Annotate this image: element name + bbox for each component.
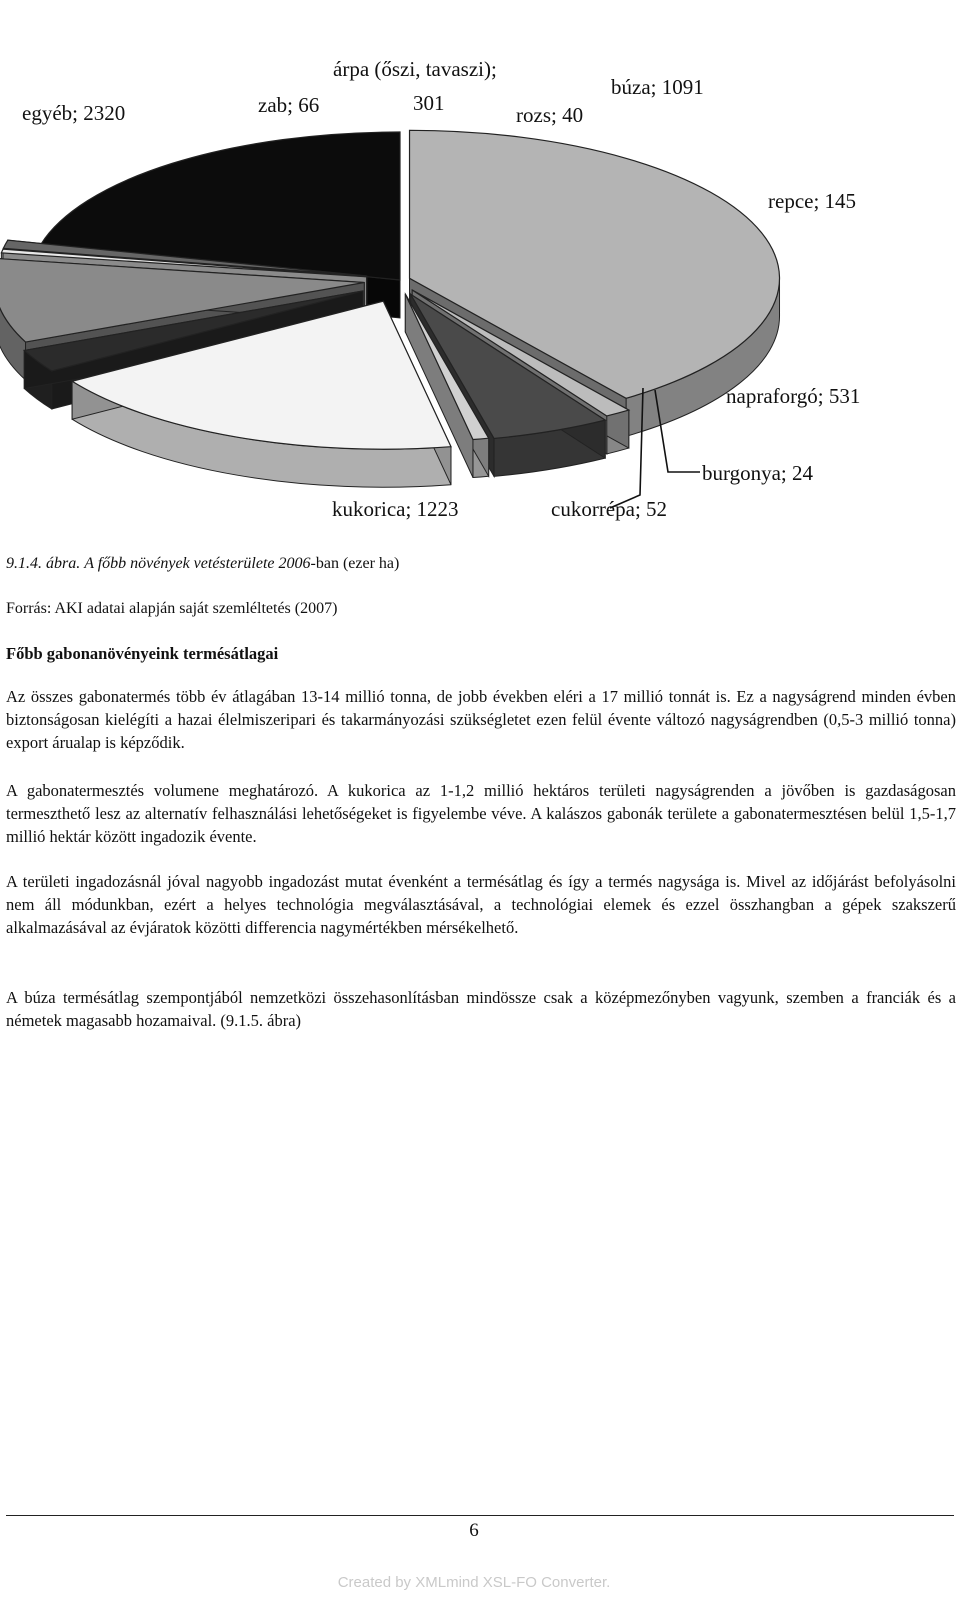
footer-divider [6, 1515, 954, 1516]
figure-number: 9.1.4. ábra. [6, 555, 81, 572]
paragraph: A búza termésátlag szempontjából nemzetközi összehasonlításban mindössze csak a középmezőnyben vagyunk, szemben a franciák és a németek magasabb hozamaival. (9.1.5. ábra) [6, 988, 956, 1030]
figure-unit: -ban (ezer ha) [310, 555, 400, 572]
slice-label-repce: repce; 145 [768, 189, 857, 213]
section-heading: Főbb gabonanövényeink termésátlagai [6, 644, 279, 663]
slice-label-buza: búza; 1091 [611, 75, 704, 99]
figure-source: Forrás: AKI adatai alapján saját szemléltetés (2007) [6, 600, 338, 617]
pie-chart [0, 40, 960, 540]
slice-label-kukorica: kukorica; 1223 [332, 497, 459, 521]
slice-label-burgonya: burgonya; 24 [702, 461, 814, 485]
paragraph: Az összes gabonatermés több év átlagában 13-14 millió tonna, de jobb években eléri a 17 millió tonnát is. Ez a nagyságrend minden évben biztonságosan kielégíti a hazai élelmiszeripari és takarmányozási szükségletet ezen felül évente változó nagyságrendben (0,5-3 millió tonna) export árualap is képződik. [6, 687, 956, 752]
slice-label-zab: zab; 66 [258, 93, 320, 117]
figure-title: A főbb növények vetésterülete 2006 [84, 555, 311, 572]
slice-label-rozs: rozs; 40 [516, 103, 584, 127]
creator-suffix: . [606, 1574, 611, 1591]
creator-prefix: Created by [337, 1574, 416, 1591]
paragraph: A gabonatermesztés volumene meghatározó. A kukorica az 1-1,2 millió hektáros területi nagyságrenden a jövőben is gazdaságosan termeszthető lesz az alternatív felhasználási lehetőségeket is figyelembe véve. A kalászos gabonák területe a gabonatermesztésen belül 1,5-1,7 millió hektár között ingadozik évente. [6, 781, 956, 846]
pie-chart-svg [0, 40, 960, 540]
slice-label-arpa-line1: árpa (őszi, tavaszi); [333, 57, 497, 81]
slice-label-napraforgo: napraforgó; 531 [726, 384, 861, 408]
creator-brand-link[interactable]: XMLmind XSL-FO Converter [415, 1574, 607, 1591]
slice-label-egyeb: egyéb; 2320 [22, 101, 126, 125]
creator-note [0, 1574, 948, 1591]
figure-caption [6, 552, 956, 575]
paragraph: A területi ingadozásnál jóval nagyobb ingadozást mutat évenként a termésátlag és így a termés nagysága is. Mivel az időjárást befolyásolni nem áll módunkban, ezért a helyes technológia megválasztásával, a technológiai elemek és ezzel összhangban a gépek szakszerű alkalmazásával az évjáratok közötti differencia nagymértékben mérsékelhető. [6, 872, 956, 937]
slice-label-arpa-line2: 301 [413, 91, 445, 115]
slice-label-cukorrepa: cukorrépa; 52 [551, 497, 668, 521]
page-number: 6 [469, 1520, 479, 1541]
